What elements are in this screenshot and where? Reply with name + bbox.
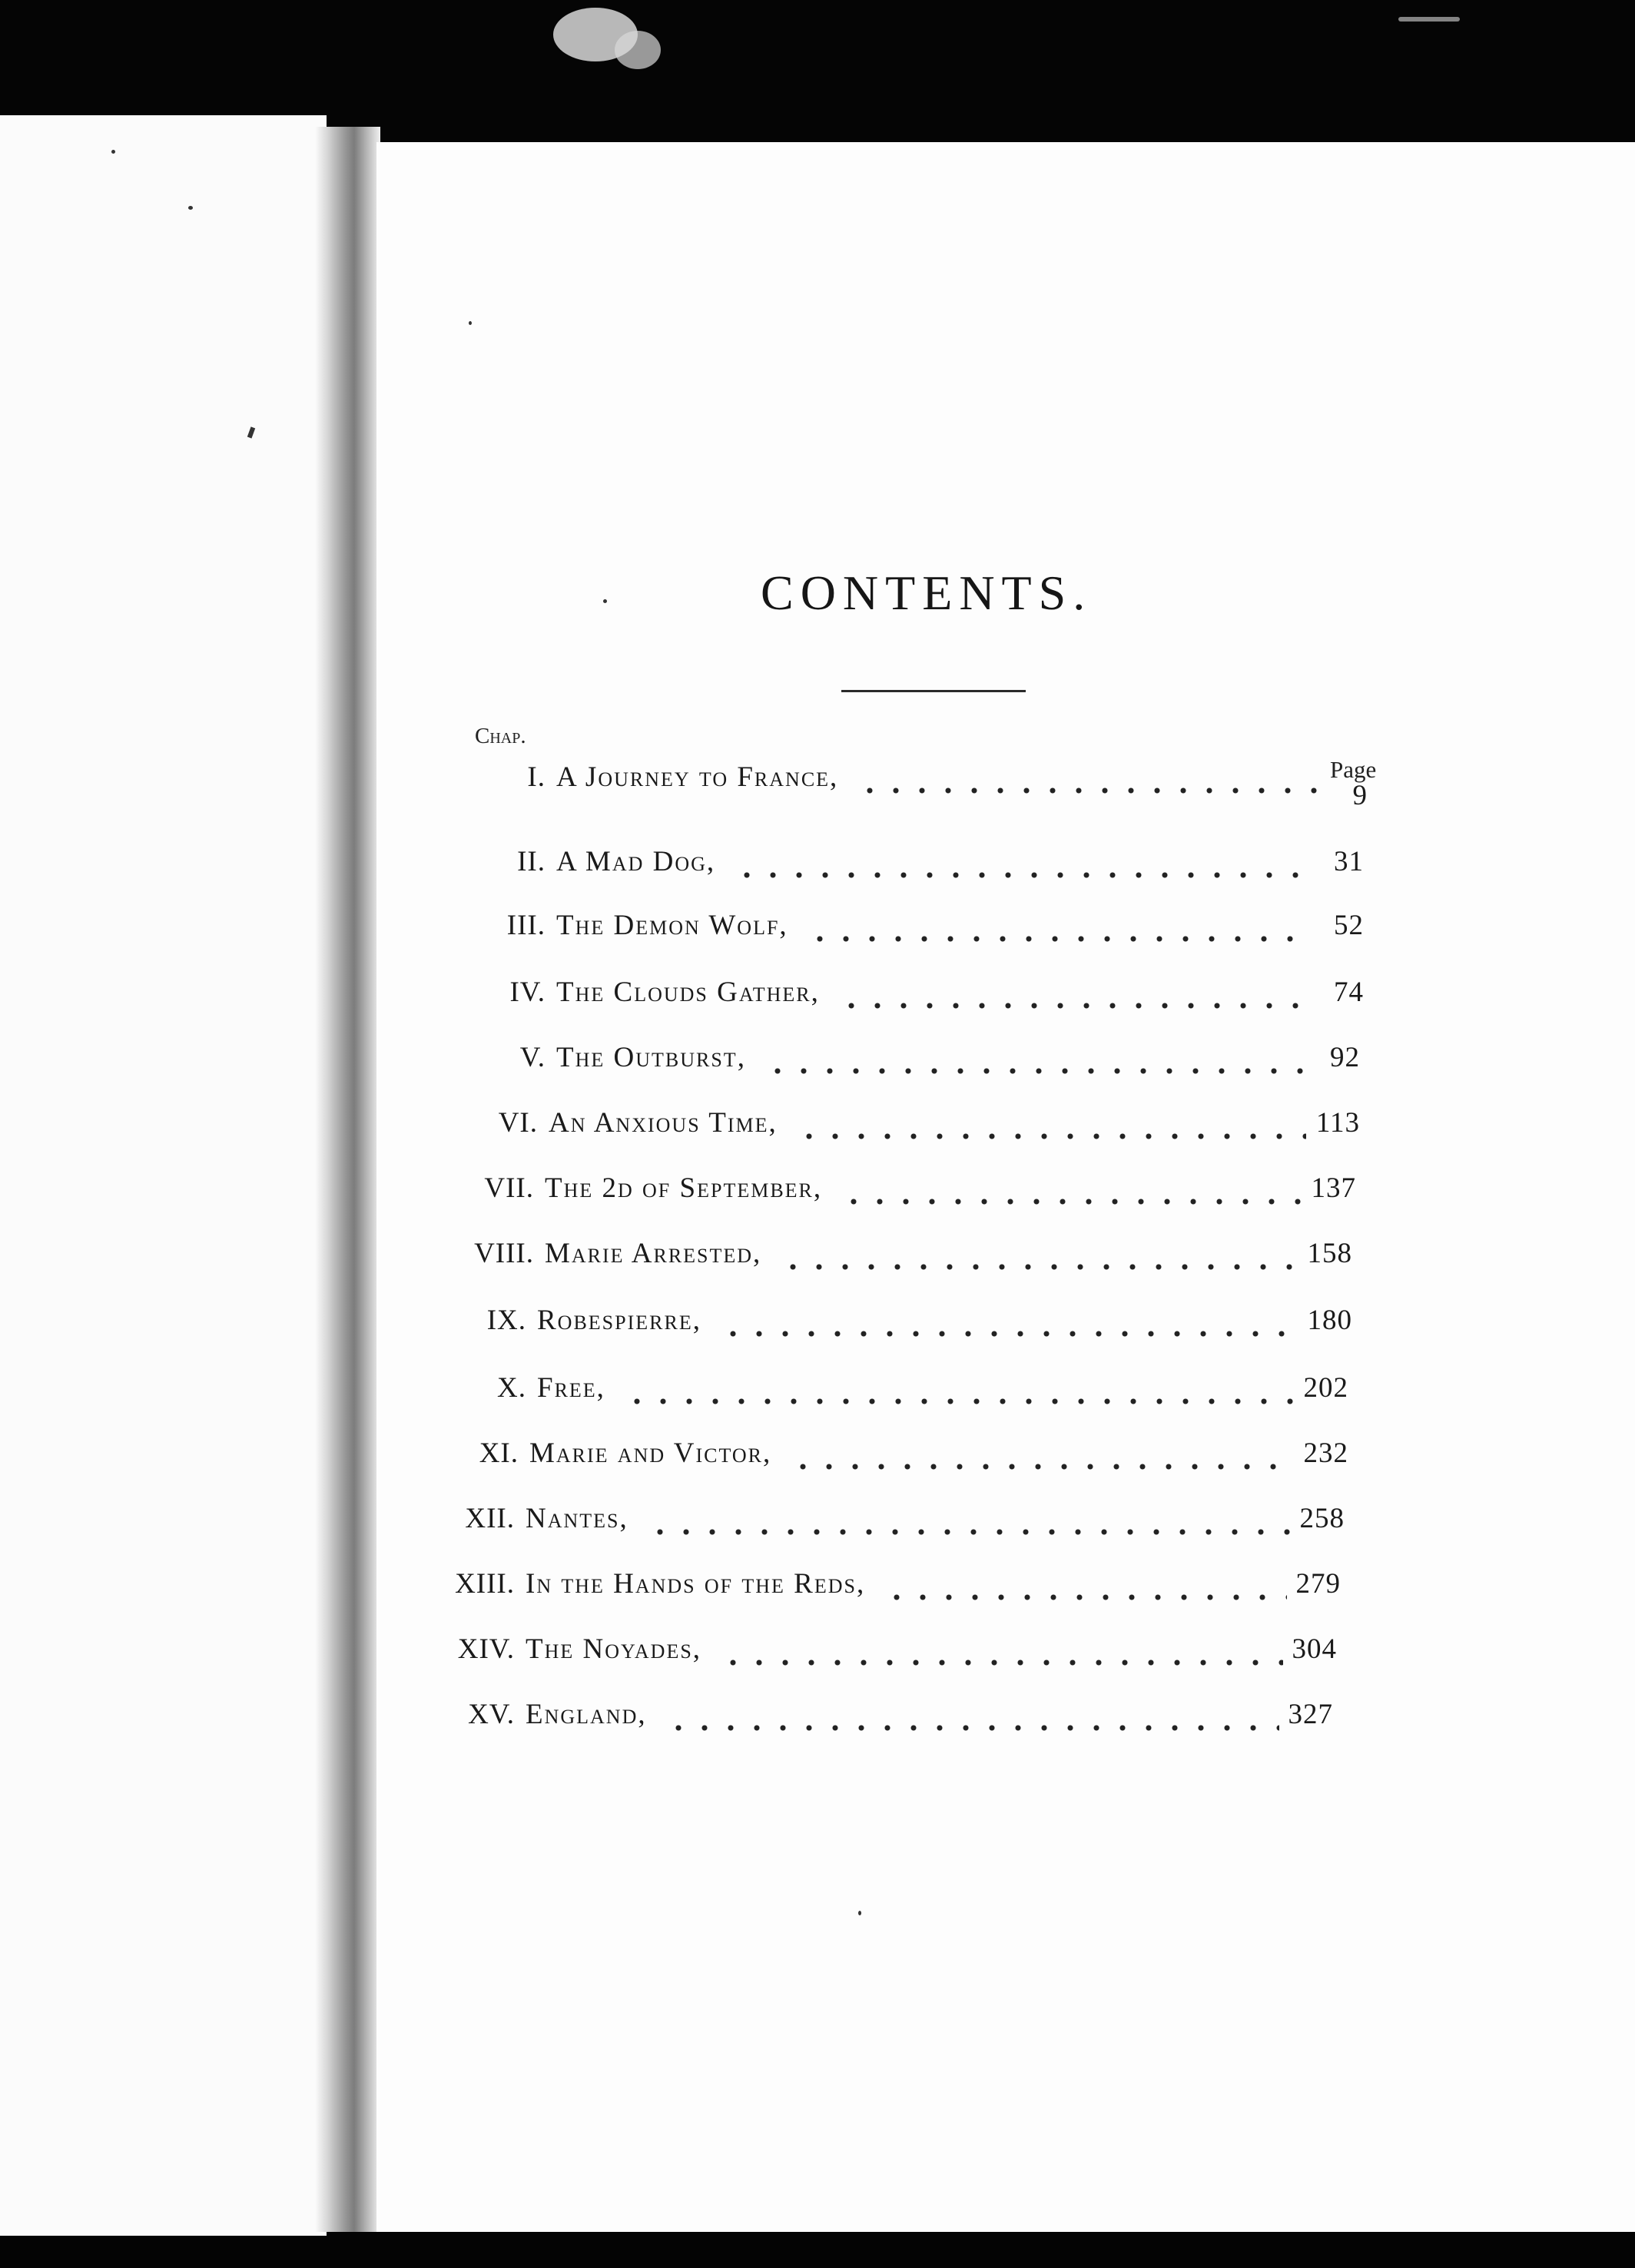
page-column-label: Page	[1330, 756, 1377, 783]
chapter-title: The Demon Wolf,	[556, 910, 788, 941]
toc-entry	[434, 1237, 1352, 1280]
page-number: 327	[1288, 1699, 1333, 1730]
page-number: 232	[1303, 1437, 1348, 1469]
book-gutter	[315, 127, 380, 2232]
chapter-numeral: I.	[527, 761, 546, 793]
dot-leader	[720, 1660, 1283, 1666]
page-number: 52	[1334, 910, 1364, 941]
ink-mark	[469, 321, 472, 325]
toc-entry	[419, 1502, 1345, 1545]
chap-column-label: Chap.	[475, 724, 526, 748]
toc-entry	[438, 1304, 1352, 1347]
chapter-numeral: II.	[517, 846, 546, 877]
page-number: 9	[1352, 780, 1368, 811]
chapter-numeral: III.	[506, 910, 546, 941]
chapter-title: A Journey to France,	[556, 761, 839, 793]
chapter-title: England,	[526, 1699, 647, 1730]
page-number: 158	[1307, 1238, 1352, 1269]
dot-leader	[764, 1068, 1306, 1074]
title-rule	[841, 690, 1026, 692]
chapter-title: Robespierre,	[537, 1305, 701, 1336]
dot-leader	[796, 1133, 1306, 1139]
chapter-title: Free,	[537, 1372, 605, 1404]
chapter-title: In the Hands of the Reds,	[526, 1568, 866, 1600]
chapter-numeral: XIII.	[455, 1568, 515, 1600]
chapter-title: Nantes,	[526, 1503, 628, 1534]
left-page	[0, 115, 327, 2236]
page-number: 258	[1299, 1503, 1345, 1534]
page-number: 31	[1334, 846, 1364, 877]
toc-entry	[492, 761, 1368, 811]
page-number: 137	[1311, 1172, 1356, 1204]
dot-leader	[665, 1725, 1279, 1731]
dot-leader	[841, 1199, 1302, 1205]
scan-background-bottom	[0, 2232, 1635, 2268]
chapter-title: Marie Arrested,	[545, 1238, 762, 1269]
page-number: 304	[1292, 1633, 1337, 1665]
chapter-title: An Anxious Time,	[549, 1107, 778, 1139]
toc-entry	[430, 1437, 1348, 1480]
dot-leader	[624, 1398, 1295, 1404]
chapter-numeral: VIII.	[474, 1238, 534, 1269]
ink-mark	[188, 206, 193, 210]
chapter-title: The Noyades,	[526, 1633, 702, 1665]
toc-entry	[419, 1698, 1333, 1741]
scan-speck	[1398, 17, 1460, 22]
toc-entry	[461, 909, 1364, 952]
page-number: 202	[1303, 1372, 1348, 1404]
chapter-title: A Mad Dog,	[556, 846, 716, 877]
dot-leader	[807, 936, 1310, 942]
chapter-title: The 2d of September,	[545, 1172, 823, 1204]
chapter-title: The Outburst,	[556, 1042, 746, 1073]
chapter-numeral: VII.	[484, 1172, 534, 1204]
dot-leader	[857, 788, 1329, 794]
chapter-numeral: X.	[497, 1372, 526, 1404]
page-number: 74	[1334, 976, 1364, 1008]
chapter-title: Marie and Victor,	[529, 1437, 772, 1469]
chapter-numeral: IV.	[509, 976, 546, 1008]
chapter-numeral: IX.	[486, 1305, 526, 1336]
chapter-numeral: XV.	[468, 1699, 515, 1730]
page-title: CONTENTS.	[761, 565, 1093, 620]
chapter-numeral: XIV.	[457, 1633, 515, 1665]
chapter-title: The Clouds Gather,	[556, 976, 820, 1008]
toc-entry	[442, 1172, 1356, 1215]
page-number: 180	[1307, 1305, 1352, 1336]
dot-leader	[790, 1464, 1295, 1470]
page-number: 92	[1330, 1042, 1360, 1073]
toc-entry	[411, 1633, 1337, 1676]
chapter-numeral: VI.	[498, 1107, 538, 1139]
dot-leader	[884, 1594, 1287, 1600]
toc-entry	[461, 976, 1364, 1019]
page-number: 113	[1315, 1107, 1360, 1139]
dot-leader	[780, 1264, 1298, 1270]
chapter-numeral: XII.	[465, 1503, 515, 1534]
dot-leader	[838, 1003, 1310, 1009]
dot-leader	[734, 872, 1310, 878]
ink-mark	[111, 150, 115, 154]
chapter-numeral: V.	[519, 1042, 546, 1073]
ink-mark	[603, 599, 607, 603]
dot-leader	[647, 1529, 1291, 1535]
dot-leader	[720, 1331, 1298, 1337]
ink-mark	[858, 1911, 861, 1915]
toc-entry	[476, 845, 1364, 888]
toc-entry	[438, 1371, 1348, 1414]
page-number: 279	[1295, 1568, 1341, 1600]
scan-speck	[615, 31, 661, 69]
chapter-numeral: XI.	[479, 1437, 519, 1469]
toc-entry	[461, 1041, 1360, 1084]
toc-entry	[453, 1106, 1360, 1149]
toc-entry	[411, 1567, 1341, 1610]
